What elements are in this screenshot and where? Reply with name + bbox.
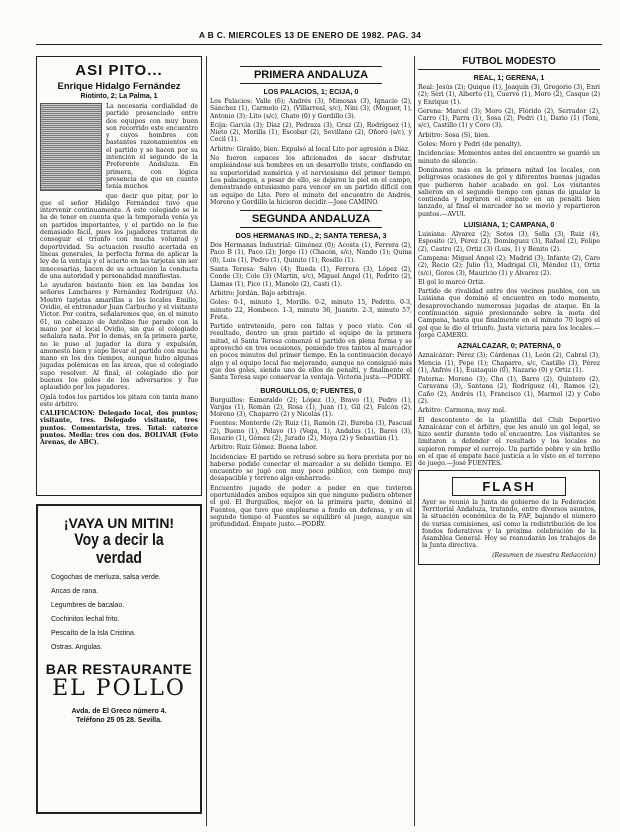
middle-column bbox=[210, 66, 412, 826]
article-paragraph: La necesaria cordialidad de partido presenciado entre dos equipos con muy buen son recorrido este encuentro y cuyos hombres con bastantes razonamientos en el partido y se hacen por su intención el segundo de la Preferente Andaluza. En primera, con lógica presencia de que en cuanto tenía muchos bbox=[106, 103, 198, 191]
referee-note: Arbitro: Giraldo, bien. Expulsó al local Lito por agresión a Díaz. bbox=[210, 145, 411, 153]
goals: El gol lo marcó Ortiz. bbox=[418, 278, 486, 286]
match-report: No fueron capaces los aficionados de sacar disfrutar, empleándose sus hombres en un desarrollo triste, confiando en su superioridad numérica y el nerviosismo del primer tiempo. Los palaciegos, a pesar de ello, se dejaron la piel en el campo, demostrando entusiasmo para vencer en un partido difícil con un equipo de Lito. Pero el minuto del encuentro de Andrés, Moreno y Gordillo la hicieron decidir.—Jose CAMINO. bbox=[210, 155, 412, 206]
ad-business-type: BAR RESTAURANTE bbox=[45, 661, 193, 677]
lineup: Los Palacios: Valle (6); Andrés (3), Mimosas (3), Ignacio (2), Sánchez (1), Carmelo (2), (Villarreal, s/c), Nini (3), (Moguer, 1), Antonio (3); Lito (s/c), Chato (0) y Gordillo (3). bbox=[210, 98, 412, 120]
menu-item: Ancas de rana. bbox=[51, 588, 99, 595]
menu-item: Pescaíto de la Isla Cristina. bbox=[51, 630, 136, 637]
incidents: Incidencias: Momentos antes del encuentro se guardó un minuto de silencio. bbox=[418, 150, 600, 165]
referee-note: Arbitro: Carmona, muy mal. bbox=[418, 407, 506, 415]
match-heading: REAL, 1; GERENA, 1 bbox=[473, 73, 545, 82]
menu-item: Legumbres de bacalao. bbox=[51, 602, 125, 609]
lineup: Burguillos: Esmeraldo (2); López (1), Bravo (1), Pedro (1), Vargas (1), Román (2), Rosa (1), Juan (1), Gil (2), Falcón (2), Moreno (3), Chaparro (2) y Nicolás (1). bbox=[210, 396, 412, 419]
section-title: SEGUNDA ANDALUZA bbox=[240, 210, 382, 228]
flash-text: Ayer se reunió la Junta de gobierno de la Federación Territorial Andaluza, tratando, entre diversos asuntos, la situación económica de la FAF, bajando el número de varias comisiones, así como la redistribución de los fondos federativos y la próxima celebración de la Asamblea General. Hoy se reanudarán los trabajos de la Junta directiva. bbox=[422, 498, 596, 550]
article-paragraph: Ojalá todos los partidos los pitara con tanta mano este árbitro. bbox=[40, 393, 198, 408]
lineup: Ecija: García (3); Díaz (2), Pedraza (3), Cruz (2), Rodríguez (1), Nieto (2), Morilla (1), Escobar (2), Sevillano (2), Oñoro (s/c), y Cecil (1). bbox=[210, 121, 412, 144]
ad-address: Avda. de El Greco número 4. bbox=[71, 708, 167, 715]
restaurant-ad bbox=[36, 504, 202, 814]
referee-note: Arbitro: Sosa (S), bien. bbox=[418, 131, 490, 139]
lineup: Paterna: Moreno (3); Cho (1), Barro (2), Quintero (2), Caravana (3), Santana (2), Rodríguez (4), Ramos (2), Caño (2), Andrés (1), Francisco (1), Marmol (2) y Cobo (2). bbox=[418, 376, 600, 405]
left-column bbox=[36, 56, 202, 814]
menu-item: Cogochas de merluza, salsa verde. bbox=[51, 574, 161, 581]
lineup: Gerena: Marcel (3); Moro (2), Flórido (2), Serrador (2), Carro (1), Parra (1), Sosa (2), Pedri (1), Dario (1) (Toni, s/c), Castillo (1) y Coro (3). bbox=[418, 107, 600, 130]
goals: Goles: Moro y Pedri (de penalty). bbox=[418, 141, 522, 149]
referee-byline: Enrique Hidalgo Fernández bbox=[57, 81, 181, 92]
match-result: Riotinto, 2; La Palma, 1 bbox=[80, 93, 158, 100]
header-rule bbox=[36, 44, 602, 45]
match-heading: DOS HERMANAS IND., 2; SANTA TERESA, 3 bbox=[235, 231, 387, 241]
match-heading: LOS PALACIOS, 1; ECIJA, 0 bbox=[263, 87, 359, 96]
lineup: Santa Teresa: Salvo (4); Rueda (1), Ferrera (3), López (2), Conde (3); Cole (3) (Martín, s/c), Miguel Angel (1), Pedrito (2), Llamas (1), Pico (1), Manolo (2), Casti (1). bbox=[210, 266, 412, 288]
lineup: Fuentes: Monterde (2); Ruiz (1), Ramón (2), Bureba (3), Pascual (2), Bueno (1), Pelayo (1) (Vega, 1), Andalus (1), Bares (3), Rosario (1), Gómez (2), Jurado (2), Moya (2) y Sebastián (1). bbox=[210, 420, 412, 442]
section-title: PRIMERA ANDALUZA bbox=[240, 66, 382, 84]
incidents: Incidencias: El partido se retrasó sobre su hora prevista por no haberse podido conectar el marcador a su debido tiempo. El encuentro se jugó con muy poco público, con tiempo muy desapacible y terreno algo embarrado. bbox=[210, 453, 412, 483]
ad-phone: Teléfono 25 05 28. Sevilla. bbox=[76, 717, 162, 724]
ad-headline: ¡VAYA UN MITIN! bbox=[63, 515, 175, 531]
lineup: Dos Hermanas Industrial: Giménez (0); Acosta (1), Ferrera (2), Paco B (1), Paco (2); Jorge (1) (Chacón, s/c), Nando (1); Quina (0), Luis (1), Pedro (1), Quinito (1), Rosillo (1). bbox=[210, 242, 412, 264]
menu-item: Cochinitos lechal frito. bbox=[51, 616, 120, 623]
right-column bbox=[418, 56, 600, 828]
ad-business-name: EL POLLO bbox=[52, 676, 186, 701]
lineup: Real: Jesús (2); Quique (1), Joaquín (3), Gregorio (3), Enri (2); Seri (1), Alberto (1), Cuervo (1), Moro (2), Casque (2) y Enrique (1). bbox=[418, 84, 600, 106]
referee-note: Arbitro: Jordán. Bajo arbitraje. bbox=[210, 289, 307, 297]
article-paragraph: Le ayudaron bastante bien en las bandas los señores Lanchares y Fernández Rodríguez (A). Mostró tarjetas amarillas a los locales Emilio, Ovidio, el entrenador Juan Carbucho y el visitante Victor. Por contra, señalaremos que, en el minuto 61, un cabezazo de Antolino fue parado con la mano por el local Ovidio, sin que el colegiado señalara nada. Por lo demás, en la primera parte, no le puso al jugador la dura y expulsión, amonestó bien y supo llevar el partido con mucha mano en los dos tiempos, aunque hubo algunas jugadas polémicas en las áreas, que el colegiado supo resolver. Al final, el colegiado dio por buenos los goles de los adversarios y fue aplaudido por los jugadores. bbox=[40, 282, 198, 392]
match-heading: BURGUILLOS, 0; FUENTES, 0 bbox=[260, 385, 362, 395]
match-report: Dominaron más en la primera mitad los locales, con peligrosas ocasiones de gol y diferentes buenas jugadas que pudieron haber acabado en gol. Los visitantes salieron en el segundo tiempo con ganas de igualar la contienda y lograron el empate en un penalti bien lanzado, al final el marcador no se movió y repartieron puntos.—AVUI. bbox=[418, 166, 600, 218]
match-heading: AZNALCAZAR, 0; PATERNA, 0 bbox=[457, 341, 561, 351]
ad-subheadline: Voy a decir la verdad bbox=[74, 531, 164, 567]
lineup: Luisiana: Alvarez (2); Sotos (3), Sella (3), Ruiz (4), Esposito (2), Pérez (2), Domínguez (3), Rafael (2), Felipe (2), Castro (2), Ortiz (3) (Luis, 1) y Benito (2). bbox=[418, 231, 600, 253]
match-report: Encuentro jugado de poder a poder en que tuvieron oportunidades ambos equipos sin que ninguno pudiera obtener el gol. El Burguillos, mejor en la primera parte, dominó al Fuentes, que tuvo que emplearse a fondo en defensa, y en el segundo tiempo el Fuentes se equilibró el juego, aunque sin profundidad. Empate justo.—PODRY. bbox=[210, 484, 412, 529]
flash-box bbox=[418, 470, 600, 565]
menu-item: Ostras. Angulas. bbox=[51, 644, 103, 651]
referee-portrait-image bbox=[40, 103, 102, 191]
match-heading: LUISIANA, 1; CAMPANA, 0 bbox=[463, 220, 555, 230]
article-paragraph: que decir que pitar, por lo que el señor Hidalgo Fernández tuvo que intervenir continuamente. A este colegiado se le ha de tener en cuenta que la temporada venía ya en partidos importantes, y el partido no le fue demasiado fácil, pues los jugadores trataron de conseguir el triunfo con mucha voluntad y deportividad. Su actuación resultó acertada en líneas generales, la perfecta forma de aplicar la ley de la ventaja y el acierto en las tarjetas sin ser innecesarias, hacen de su actuación la conducta de una autoridad y personalidad manifiestas. bbox=[40, 192, 198, 280]
referee-note: Arbitro: Ruiz Gómez. Buena labor. bbox=[210, 444, 318, 452]
asi-pito-kicker: ASI PITO... bbox=[75, 62, 163, 79]
match-report: Partido entretenido, pero con faltas y poco visto. Con el resultado, dentro un gran partido el equipo de la primera mitad, el Santa Teresa comenzó el partido en plena forma y se aprovechó en tres ocasiones, poniendo tres tantos al marcador en pocos minutos del primer tiempo. En la continuación decayó algo y el equipo local fue mejorando, aunque no consiguió más que dos goles, siendo uno de ellos de penalti, y finalmente el Santa Teresa supo conservar la ventaja. Victoria justa.—PODRY. bbox=[210, 323, 412, 382]
column-divider-2 bbox=[414, 56, 415, 826]
ad-menu-list bbox=[41, 571, 197, 655]
match-report: Partido de rivalidad entre dos vecinos pueblos, con un Luisiana que dominó el encuentro en todo momento, desaprovechando numerosas jugadas de ataque. En la continuación siguió presionando sobre la meta del Campana, hasta que finalmente en el minuto 70 logró el gol que le dio el triunfo. Justa victoria para los locales.—Jorge CAMERO. bbox=[418, 288, 600, 339]
page-header: A B C. MIERCOLES 13 DE ENERO DE 1982. PAG. 34 bbox=[198, 30, 422, 40]
section-title: FUTBOL MODESTO bbox=[418, 56, 600, 70]
goals: Goles: 0-1, minuto 1, Morillo. 0-2, minuto 15, Pedrito. 0-3, minuto 22, Hombeco. 1-3, minuto 36, Juanito. 2-3, minuto 57, Freta. bbox=[210, 299, 412, 321]
asi-pito-box bbox=[36, 56, 202, 496]
lineup: Aznalcázar: Pérez (3); Cárdenas (1), León (2), Cabral (3), Mencia (1), Pepe (1); Chaparro, s/c, Castillo (3), Pérez (1), Anfrés (1), Eustaquio (0), Nazario (0) y Ortiz (1). bbox=[418, 352, 600, 374]
calificacion: CALIFICACION: Delegado local, dos puntos; visitante, tres. Delegado visitante, tres puntos. Comentarista, tres. Total: catorce puntos. Media: tres con dos. BOLIVAR (Foto Arenas, de ABC). bbox=[40, 410, 198, 447]
match-report: El descontento de la plantilla del Club Deportivo Aznalcázar con el árbitro, que les anuló un gol legal, se hizo sentir durante todo el encuentro. Los visitantes se limitaron a defender el resultado y los locales no supieron romper el cerrojo. Un partido pobre y sin brillo en el que el empate hace justicia a lo visto en el terreno de juego.—José FUENTES. bbox=[418, 416, 600, 468]
column-divider-1 bbox=[206, 56, 207, 826]
lineup: Campana: Miguel Angel (2); Madrid (3), Infante (2), Caro (2), Recio (2); Julio (1), Madrigal (3), Méndez (1), Ortiz (s/c), Goros (3), Mauricio (1) y Alvarez (2). bbox=[418, 254, 600, 277]
flash-title: FLASH bbox=[452, 477, 566, 496]
flash-credit: (Resumen de nuestra Redacción) bbox=[492, 551, 596, 559]
